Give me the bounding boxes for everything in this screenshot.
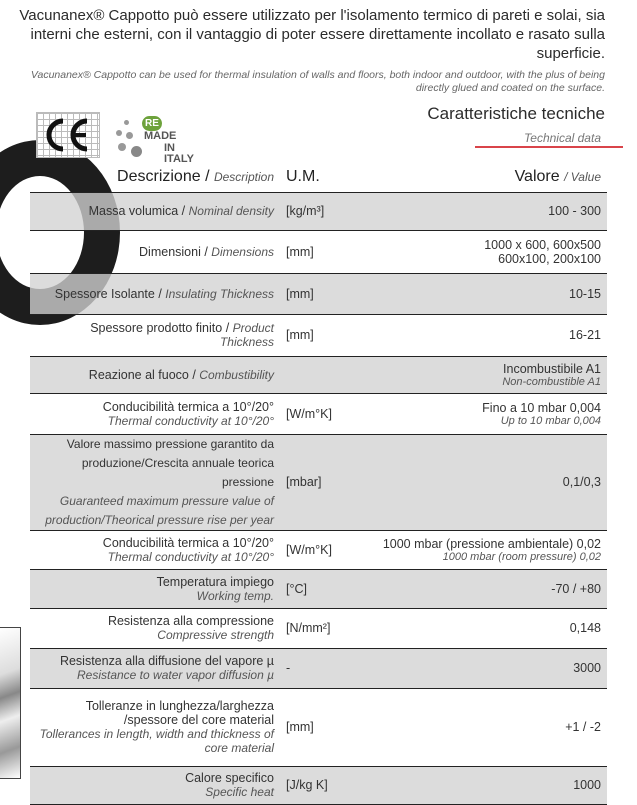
- table-row: [30, 273, 607, 314]
- table-row: [30, 192, 607, 230]
- row-unit: [W/m°K]: [280, 530, 362, 569]
- product-photo: [0, 627, 21, 779]
- row-value: 1000 x 600, 600x500 600x100, 200x100: [362, 230, 607, 273]
- row-unit: [mm]: [280, 688, 362, 766]
- row-unit: [kg/m³]: [280, 192, 362, 230]
- row-value: 100 - 300: [362, 192, 607, 230]
- row-unit: [W/m°K]: [280, 393, 362, 434]
- intro-italian: Vacunanex® Cappotto può essere utilizzato per l'isolamento termico di pareti e solai, sia interni che esterni, con il vantaggio di poter essere direttamente incollato e rasato sulla superficie.: [19, 7, 605, 62]
- row-value: 10-15: [362, 273, 607, 314]
- technical-subtitle: Technical data: [524, 131, 601, 145]
- table-row: [30, 314, 607, 356]
- table-row: [30, 766, 607, 804]
- technical-data-table: [30, 163, 607, 805]
- table-row: [30, 230, 607, 273]
- table-row: [30, 434, 607, 530]
- ce-mark-icon: [41, 117, 95, 153]
- table-row: [30, 648, 607, 688]
- row-description: Tolleranze in lunghezza/larghezza /spessore del core material Tollerances in length, width and thickness of core material: [30, 688, 280, 766]
- row-description: Resistenza alla compressione Compressive strength: [30, 608, 280, 648]
- row-description: Reazione al fuoco / Combustibility: [30, 356, 280, 393]
- row-description: Valore massimo pressione garantito da produzione/Crescita annuale teorica pressione Guaranteed maximum pressure value of production/Theorical pressure rise per year: [30, 434, 280, 530]
- row-description: Spessore prodotto finito / Product Thickness: [30, 314, 280, 356]
- row-description: Massa volumica / Nominal density: [30, 192, 280, 230]
- header-value: Valore / Value: [362, 163, 607, 192]
- row-unit: [mm]: [280, 314, 362, 356]
- table-row: [30, 608, 607, 648]
- header-description: Descrizione / Description: [30, 163, 280, 192]
- table-row: [30, 356, 607, 393]
- row-value: Incombustibile A1 Non-combustible A1: [362, 356, 607, 393]
- row-description: Dimensioni / Dimensions: [30, 230, 280, 273]
- row-value: Fino a 10 mbar 0,004 Up to 10 mbar 0,004: [362, 393, 607, 434]
- table-row: [30, 530, 607, 569]
- table-row: [30, 393, 607, 434]
- row-value: +1 / -2: [362, 688, 607, 766]
- row-description: Spessore Isolante / Insulating Thickness: [30, 273, 280, 314]
- ce-mark-logo: [36, 112, 100, 158]
- row-value: 1000: [362, 766, 607, 804]
- title-underline: [475, 146, 623, 148]
- table-header-row: [30, 163, 607, 192]
- row-unit: -: [280, 648, 362, 688]
- row-description: Resistenza alla diffusione del vapore µ Resistance to water vapor diffusion µ: [30, 648, 280, 688]
- row-unit: [mbar]: [280, 434, 362, 530]
- row-description: Temperatura impiego Working temp.: [30, 569, 280, 608]
- row-value: -70 / +80: [362, 569, 607, 608]
- row-description: Calore specifico Specific heat: [30, 766, 280, 804]
- row-value: 0,148: [362, 608, 607, 648]
- row-description: Conducibilità termica a 10°/20° Thermal conductivity at 10°/20°: [30, 530, 280, 569]
- row-value: 16-21: [362, 314, 607, 356]
- row-description: Conducibilità termica a 10°/20° Thermal conductivity at 10°/20°: [30, 393, 280, 434]
- row-unit: [°C]: [280, 569, 362, 608]
- remade-in-italy-logo: REMADE IN ITALY: [144, 118, 194, 165]
- header-unit: U.M.: [280, 163, 362, 192]
- row-value: 3000: [362, 648, 607, 688]
- intro-english: Vacunanex® Cappotto can be used for thermal insulation of walls and floors, both indoor and outdoor, with the plus of being directly glued and coated on the surface.: [30, 69, 605, 94]
- row-unit: [mm]: [280, 273, 362, 314]
- row-unit: [mm]: [280, 230, 362, 273]
- row-value: 1000 mbar (pressione ambientale) 0,02 1000 mbar (room pressure) 0,02: [362, 530, 607, 569]
- technical-title: Caratteristiche tecniche: [427, 104, 605, 123]
- table-row: [30, 569, 607, 608]
- row-value: 0,1/0,3: [362, 434, 607, 530]
- row-unit: [N/mm²]: [280, 608, 362, 648]
- table-row: [30, 688, 607, 766]
- row-unit: [J/kg K]: [280, 766, 362, 804]
- row-unit: [280, 356, 362, 393]
